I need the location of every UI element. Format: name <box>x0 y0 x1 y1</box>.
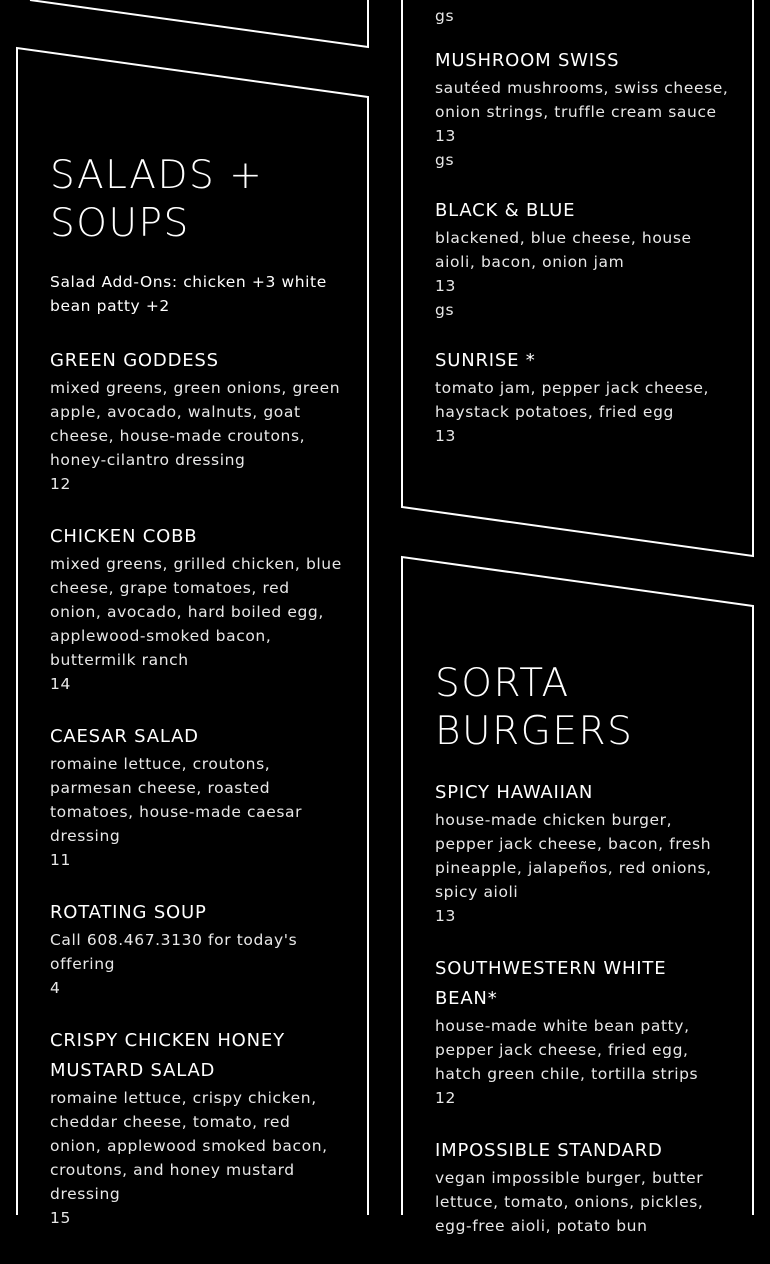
menu-item-black-and-blue <box>435 196 735 322</box>
item-name: IMPOSSIBLE STANDARD <box>435 1140 663 1161</box>
item-name: MUSHROOM SWISS <box>435 50 620 71</box>
item-name: CAESAR SALAD <box>50 726 199 747</box>
item-name: BLACK & BLUE <box>435 200 576 221</box>
menu-item-caesar-salad <box>50 722 342 872</box>
menu-item-chicken-cobb <box>50 522 342 696</box>
item-gluten-note: gs <box>435 151 455 169</box>
item-desc: Call 608.467.3130 for today's offering <box>50 931 298 973</box>
item-name: SUNRISE * <box>435 350 536 371</box>
burgers-top-column <box>435 4 735 474</box>
item-price: 4 <box>50 979 61 997</box>
menu-item-crispy-chicken-salad <box>50 1026 342 1230</box>
item-gluten-note: gs <box>435 301 455 319</box>
menu-item-mushroom-swiss <box>435 46 735 172</box>
menu-item-sunrise <box>435 346 735 448</box>
item-desc: house-made chicken burger, pepper jack cheese, bacon, fresh pineapple, jalapeños, red onions, spicy aioli <box>435 811 712 901</box>
item-name: SPICY HAWAIIAN <box>435 782 594 803</box>
top-left-panel-edge <box>30 0 368 47</box>
item-desc: blackened, blue cheese, house aioli, bacon, onion jam <box>435 229 692 271</box>
menu-item-southwestern-white-bean <box>435 954 735 1110</box>
menu-item <box>435 4 735 28</box>
item-price: 15 <box>50 1209 71 1227</box>
item-name: CHICKEN COBB <box>50 526 198 547</box>
section-title: SORTA BURGERS <box>435 661 634 754</box>
item-desc: romaine lettuce, crispy chicken, cheddar cheese, tomato, red onion, applewood smoked bacon, croutons, and honey mustard dressing <box>50 1089 328 1203</box>
item-desc: romaine lettuce, croutons, parmesan cheese, roasted tomatoes, house-made caesar dressing <box>50 755 303 845</box>
menu-item-rotating-soup <box>50 898 342 1000</box>
item-price: 13 <box>435 907 456 925</box>
item-name: GREEN GODDESS <box>50 350 219 371</box>
item-desc: vegan impossible burger, butter lettuce, tomato, onions, pickles, egg-free aioli, potato bun <box>435 1169 704 1235</box>
item-name: SOUTHWESTERN WHITE BEAN* <box>435 958 667 1009</box>
menu-item-green-goddess <box>50 346 342 496</box>
section-title: SALADS + SOUPS <box>50 153 264 246</box>
item-desc: house-made white bean patty, pepper jack cheese, fried egg, hatch green chile, tortilla strips <box>435 1017 699 1083</box>
item-price: 12 <box>50 475 71 493</box>
item-price: 12 <box>435 1089 456 1107</box>
item-desc: mixed greens, green onions, green apple, avocado, walnuts, goat cheese, house-made croutons, honey-cilantro dressing <box>50 379 341 469</box>
salad-add-ons-note: Salad Add-Ons: chicken +3 white bean patty +2 <box>50 273 327 315</box>
item-price: 11 <box>50 851 71 869</box>
menu-item-spicy-hawaiian <box>435 778 735 928</box>
item-desc: tomato jam, pepper jack cheese, haystack potatoes, fried egg <box>435 379 710 421</box>
item-desc: sautéed mushrooms, swiss cheese, onion strings, truffle cream sauce <box>435 79 729 121</box>
item-price: 13 <box>435 277 456 295</box>
menu-item-impossible-standard <box>435 1136 735 1238</box>
item-gluten-note: gs <box>435 7 455 25</box>
salads-section <box>50 152 342 1256</box>
item-name: CRISPY CHICKEN HONEY MUSTARD SALAD <box>50 1030 285 1081</box>
item-price: 13 <box>435 127 456 145</box>
item-price: 14 <box>50 675 71 693</box>
item-price: 13 <box>435 427 456 445</box>
sorta-burgers-section <box>435 660 735 1264</box>
item-name: ROTATING SOUP <box>50 902 207 923</box>
item-desc: mixed greens, grilled chicken, blue cheese, grape tomatoes, red onion, avocado, hard boiled egg, applewood-smoked bacon, buttermilk ranch <box>50 555 342 669</box>
